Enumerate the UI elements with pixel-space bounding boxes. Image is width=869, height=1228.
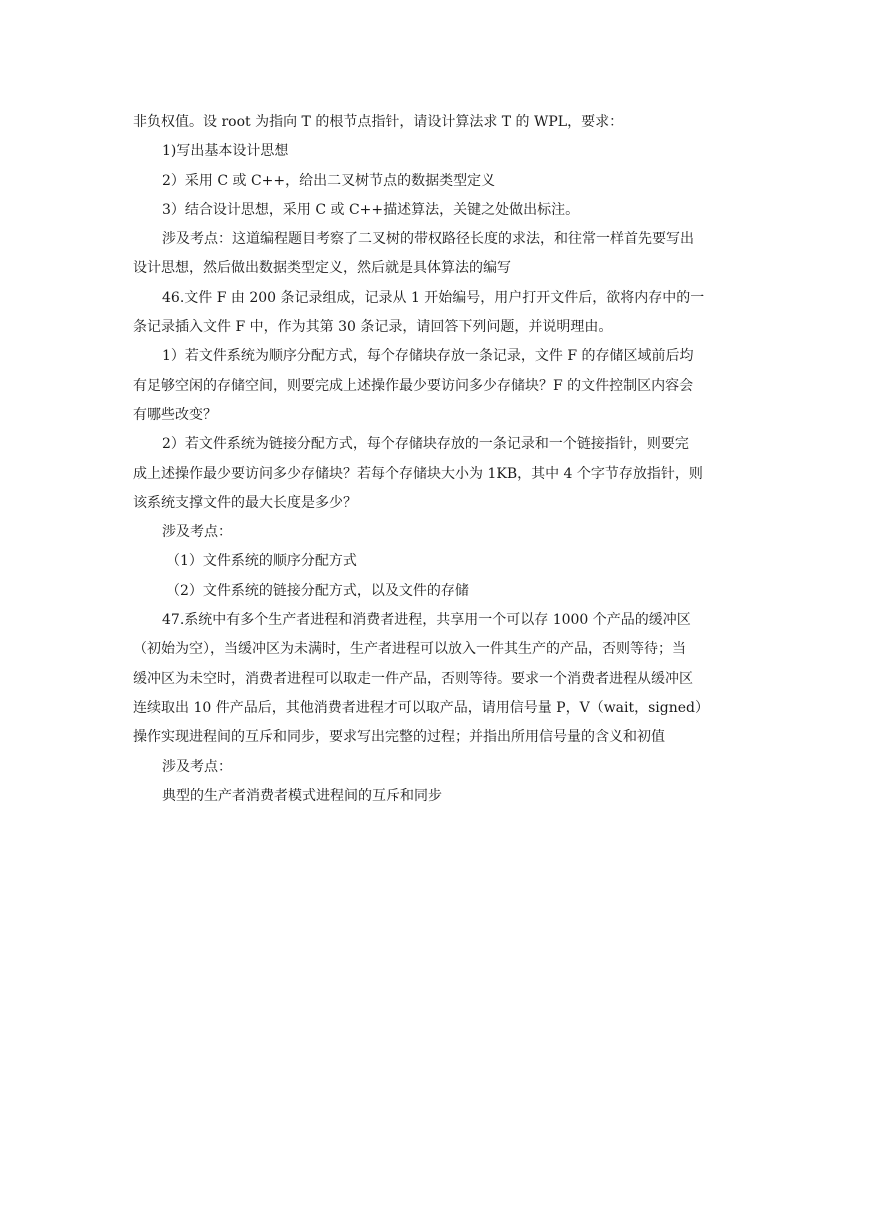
text-line: 连续取出 10 件产品后，其他消费者进程才可以取产品，请用信号量 P，V（wait，signed）: [133, 699, 710, 716]
text-line: 涉及考点：: [162, 524, 232, 541]
text-line: 涉及考点：: [162, 758, 232, 775]
text-line: 涉及考点：这道编程题目考察了二叉树的带权路径长度的求法，和往常一样首先要写出: [162, 231, 694, 248]
text-line: （初始为空），当缓冲区为未满时，生产者进程可以放入一件其生产的产品，否则等待；当: [133, 641, 686, 658]
text-line: （2）文件系统的链接分配方式，以及文件的存储: [166, 582, 469, 599]
text-line: 条记录插入文件 F 中，作为其第 30 条记录，请回答下列问题，并说明理由。: [133, 319, 613, 336]
text-line: 设计思想，然后做出数据类型定义，然后就是具体算法的编写: [133, 260, 511, 277]
text-line: 该系统支撑文件的最大长度是多少？: [133, 494, 357, 511]
text-line: 缓冲区为未空时，消费者进程可以取走一件产品，否则等待。要求一个消费者进程从缓冲区: [133, 670, 693, 687]
text-line: 有足够空闲的存储空间，则要完成上述操作最少要访问多少存储块？F 的文件控制区内容会: [133, 377, 694, 394]
question-47-line: 47.系统中有多个生产者进程和消费者进程，共享用一个可以存 1000 个产品的缓冲区: [162, 612, 691, 629]
question-46-line: 46.文件 F 由 200 条记录组成，记录从 1 开始编号，用户打开文件后，欲将内存中的一: [162, 289, 705, 306]
text-line: 非负权值。设 root 为指向 T 的根节点指针，请设计算法求 T 的 WPL，要求：: [133, 114, 624, 130]
text-line: 1)写出基本设计思想: [162, 143, 289, 160]
text-line: 2）若文件系统为链接分配方式，每个存储块存放的一条记录和一个链接指针，则要完: [162, 436, 689, 453]
text-line: 成上述操作最少要访问多少存储块？若每个存储块大小为 1KB，其中 4 个字节存放指针，则: [133, 465, 703, 482]
text-line: 典型的生产者消费者模式进程间的互斥和同步: [162, 787, 442, 804]
text-line: 操作实现进程间的互斥和同步，要求写出完整的过程；并指出所用信号量的含义和初值: [133, 729, 665, 746]
document-page: [133, 108, 738, 811]
text-line: 有哪些改变？: [133, 406, 217, 423]
text-line: 3）结合设计思想，采用 C 或 C++描述算法，关键之处做出标注。: [162, 201, 580, 218]
text-line: 2）采用 C 或 C++，给出二叉树节点的数据类型定义: [162, 172, 496, 189]
text-line: 1）若文件系统为顺序分配方式，每个存储块存放一条记录，文件 F 的存储区域前后均: [162, 348, 694, 365]
text-line: （1）文件系统的顺序分配方式: [166, 553, 357, 570]
